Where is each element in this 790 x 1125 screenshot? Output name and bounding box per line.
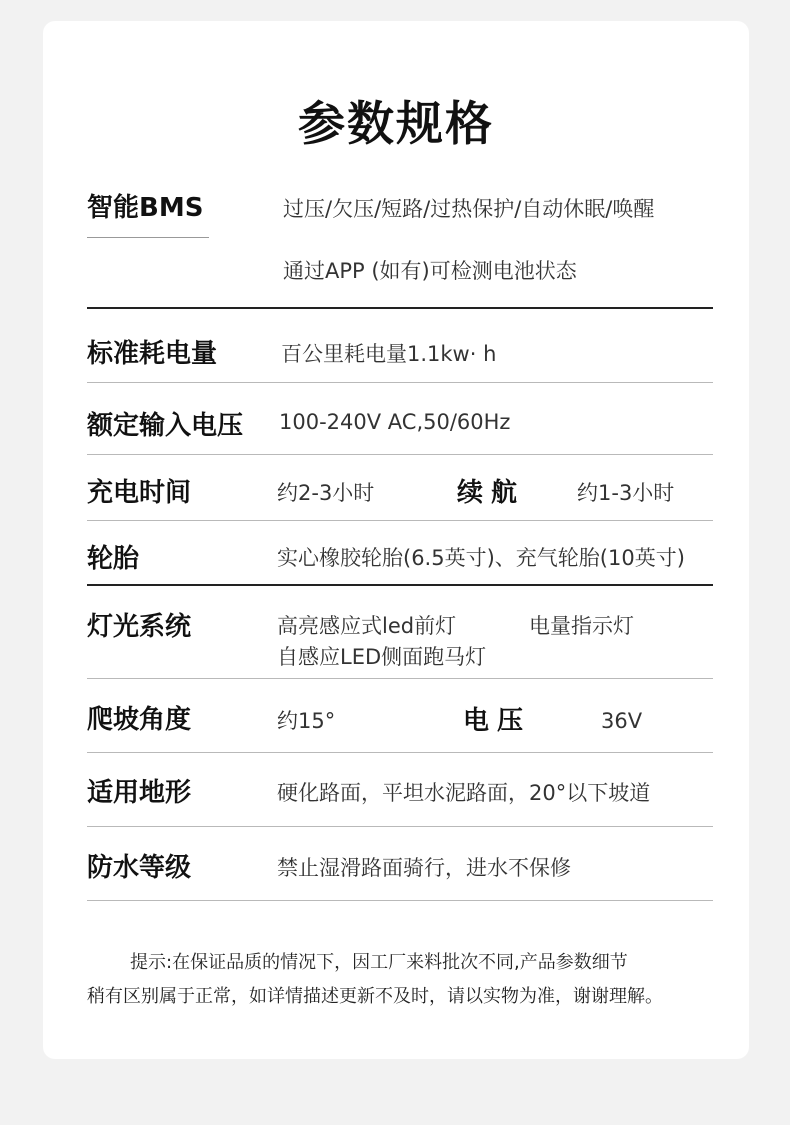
- divider: [87, 678, 713, 679]
- spec-label-range: 续航: [457, 478, 526, 508]
- spec-value-side-light: 自感应LED侧面跑马灯: [277, 645, 487, 669]
- divider: [87, 752, 713, 753]
- label-underline: [87, 237, 209, 238]
- spec-value-bms-protection: 过压/欠压/短路/过热保护/自动休眠/唤醒: [283, 197, 655, 221]
- spec-value-climb: 约15°: [277, 709, 336, 733]
- spec-value-input-voltage: 100-240V AC,50/60Hz: [279, 410, 511, 434]
- note-line-1: 提示:在保证品质的情况下，因工厂来料批次不同,产品参数细节: [130, 952, 628, 973]
- divider: [87, 900, 713, 901]
- spec-value-charge-time: 约2-3小时: [277, 481, 375, 505]
- spec-value-battery-indicator: 电量指示灯: [529, 614, 634, 638]
- divider: [87, 454, 713, 455]
- spec-value-voltage: 36V: [601, 709, 643, 733]
- spec-value-consumption: 百公里耗电量1.1kw· h: [281, 342, 497, 366]
- spec-value-waterproof: 禁止湿滑路面骑行，进水不保修: [277, 856, 571, 880]
- divider: [87, 382, 713, 383]
- spec-label-bms: 智能BMS: [87, 193, 204, 223]
- spec-value-terrain: 硬化路面，平坦水泥路面，20°以下坡道: [277, 781, 651, 805]
- spec-value-tire: 实心橡胶轮胎(6.5英寸)、充气轮胎(10英寸): [277, 546, 685, 570]
- page-title: 参数规格: [298, 97, 494, 152]
- spec-label-climb: 爬坡角度: [87, 705, 192, 735]
- spec-label-tire: 轮胎: [87, 544, 140, 574]
- divider: [87, 520, 713, 521]
- spec-value-range: 约1-3小时: [577, 481, 675, 505]
- spec-label-charge-time: 充电时间: [87, 478, 192, 508]
- spec-value-bms-app: 通过APP (如有)可检测电池状态: [283, 259, 577, 283]
- divider: [87, 307, 713, 309]
- spec-card: [43, 21, 749, 1059]
- spec-label-consumption: 标准耗电量: [87, 339, 218, 369]
- note-line-2: 稍有区别属于正常，如详情描述更新不及时，请以实物为准，谢谢理解。: [87, 986, 663, 1007]
- spec-label-input-voltage: 额定输入电压: [87, 411, 244, 441]
- spec-label-voltage: 电压: [463, 706, 532, 736]
- spec-label-waterproof: 防水等级: [87, 853, 192, 883]
- divider: [87, 584, 713, 586]
- spec-value-headlight: 高亮感应式led前灯: [277, 614, 457, 638]
- divider: [87, 826, 713, 827]
- spec-label-lighting: 灯光系统: [87, 612, 192, 642]
- spec-label-terrain: 适用地形: [87, 778, 192, 808]
